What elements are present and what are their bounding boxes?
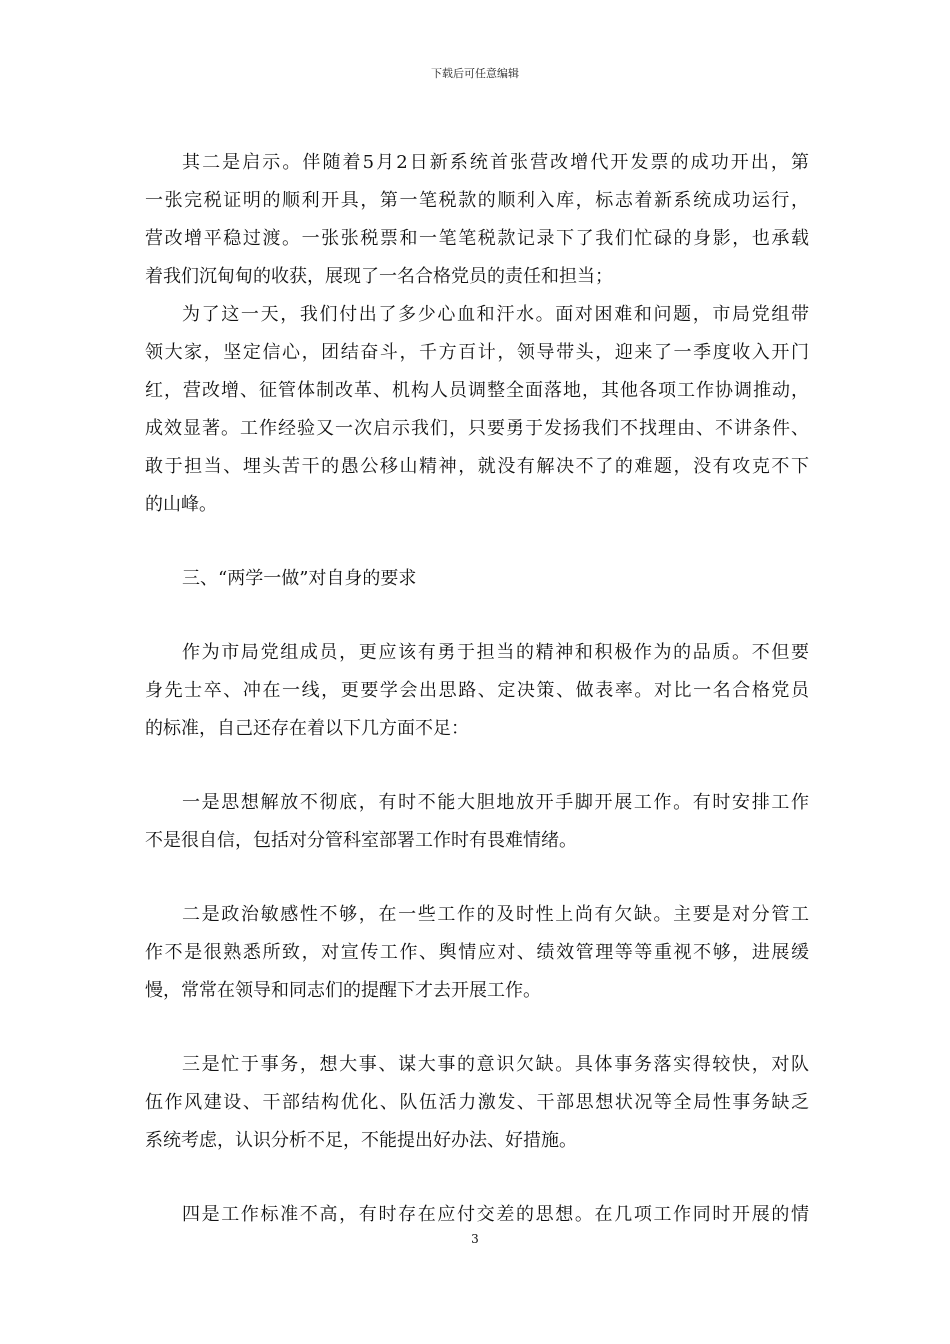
page-header: 下载后可任意编辑 <box>431 67 519 80</box>
page-number: 3 <box>471 1232 479 1246</box>
body-line: 一张完税证明的顺利开具，第一笔税款的顺利入库，标志着新系统成功运行， <box>145 190 809 211</box>
body-line: 营改增平稳过渡。一张张税票和一笔笔税款记录下了我们忙碌的身影，也承载 <box>145 228 809 249</box>
body-line: 敢于担当、埋头苦干的愚公移山精神，就没有解决不了的难题，没有攻克不下 <box>145 456 809 477</box>
body-line: 为了这一天，我们付出了多少心血和汗水。面对困难和问题，市局党组带 <box>182 304 809 325</box>
body-line: 二是政治敏感性不够，在一些工作的及时性上尚有欠缺。主要是对分管工 <box>182 904 809 925</box>
body-line: 的山峰。 <box>145 494 217 515</box>
body-line: 作为市局党组成员，更应该有勇于担当的精神和积极作为的品质。不但要 <box>182 642 809 663</box>
body-line: 慢，常常在领导和同志们的提醒下才去开展工作。 <box>145 980 541 1001</box>
body-line: 三是忙于事务，想大事、谋大事的意识欠缺。具体事务落实得较快，对队 <box>182 1054 809 1075</box>
body-line: 四是工作标准不高，有时存在应付交差的思想。在几项工作同时开展的情 <box>182 1204 809 1225</box>
body-line: 系统考虑，认识分析不足，不能提出好办法、好措施。 <box>145 1130 577 1151</box>
body-line: 的标准，自己还存在着以下几方面不足： <box>145 718 469 739</box>
body-line: 其二是启示。伴随着5月2日新系统首张营改增代开发票的成功开出，第 <box>182 152 809 173</box>
body-line: 不是很自信，包括对分管科室部署工作时有畏难情绪。 <box>145 830 577 851</box>
body-line: 领大家，坚定信心，团结奋斗，千方百计，领导带头，迎来了一季度收入开门 <box>145 342 809 363</box>
body-line: 成效显著。工作经验又一次启示我们，只要勇于发扬我们不找理由、不讲条件、 <box>145 418 809 439</box>
body-line: 红，营改增、征管体制改革、机构人员调整全面落地，其他各项工作协调推动， <box>145 380 809 401</box>
body-line: 作不是很熟悉所致，对宣传工作、舆情应对、绩效管理等等重视不够，进展缓 <box>145 942 809 963</box>
body-line: 伍作风建设、干部结构优化、队伍活力激发、干部思想状况等全局性事务缺乏 <box>145 1092 809 1113</box>
section-heading: 三、“两学一做”对自身的要求 <box>182 568 417 589</box>
body-line: 身先士卒、冲在一线，更要学会出思路、定决策、做表率。对比一名合格党员 <box>145 680 809 701</box>
body-line: 一是思想解放不彻底，有时不能大胆地放开手脚开展工作。有时安排工作 <box>182 792 809 813</box>
body-line: 着我们沉甸甸的收获，展现了一名合格党员的责任和担当； <box>145 266 613 287</box>
